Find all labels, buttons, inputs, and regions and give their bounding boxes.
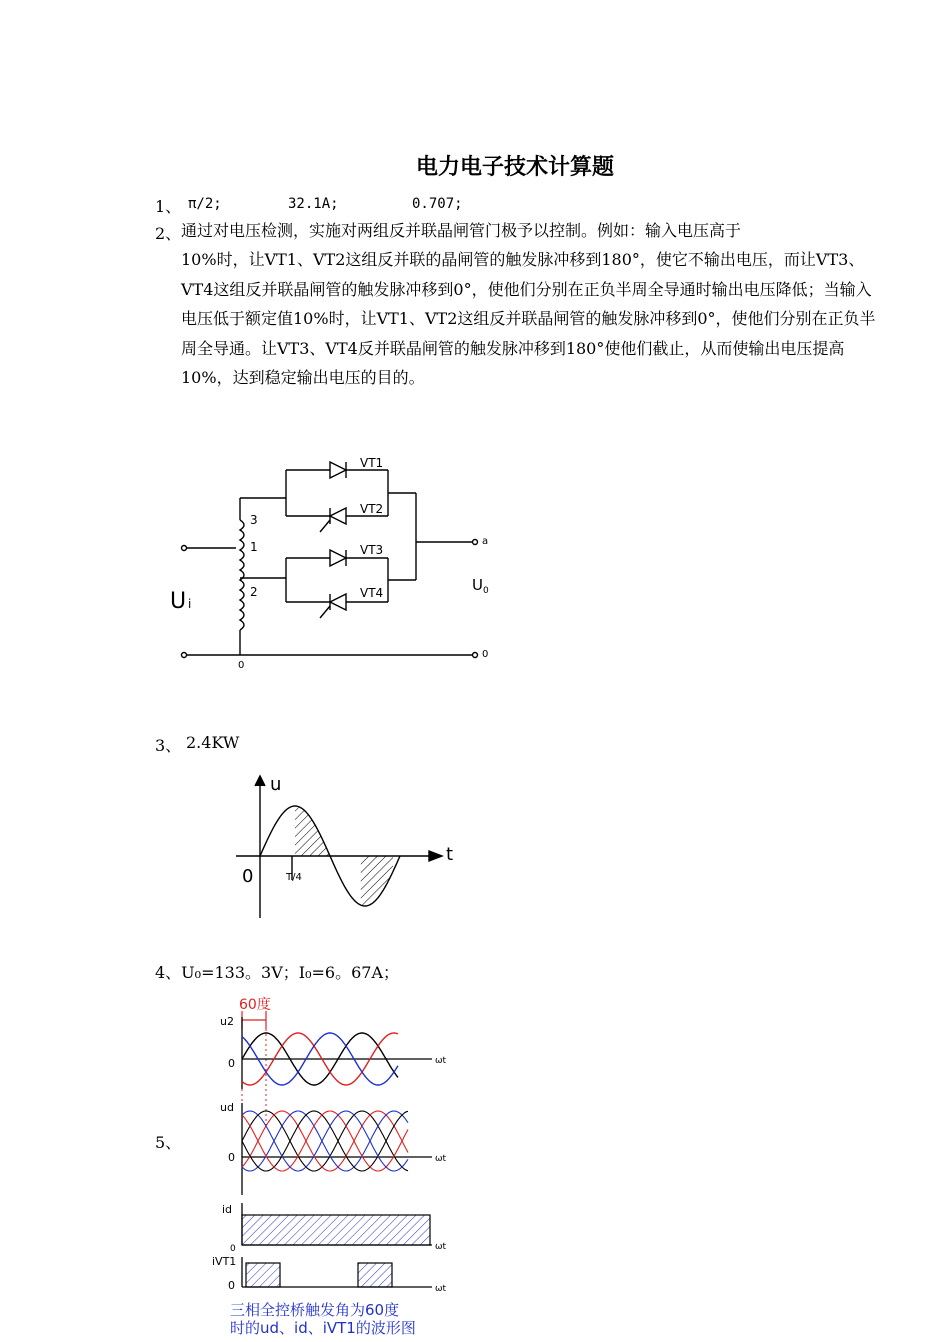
q4-answer: 4、U₀=133。3V；I₀=6。67A； <box>155 963 399 982</box>
page-title: 电力电子技术计算题 <box>415 154 614 180</box>
vt4-label: VT4 <box>360 586 384 600</box>
output-voltage-label: U <box>472 576 483 594</box>
ud-line-voltage-4-wave <box>242 1111 408 1171</box>
q1-answer-a: π/2; <box>188 196 222 212</box>
ud-line-voltage-3-wave <box>242 1111 408 1171</box>
q5-number: 5、 <box>155 1133 182 1152</box>
q2-number: 2、 <box>155 224 182 243</box>
output-voltage-subscript: 0 <box>483 586 489 596</box>
regulator-circuit-diagram <box>170 450 500 680</box>
ivt1-zero-label: 0 <box>228 1279 235 1292</box>
ivt1-label: iVT1 <box>212 1255 237 1268</box>
u2-label: u2 <box>220 1015 234 1028</box>
ud-wt-label: ωt <box>435 1154 447 1164</box>
firing-angle-label: 60度 <box>239 997 271 1013</box>
q2-answer-body: 10%时，让VT1、VT2这组反并联的晶闸管的触发脉冲移到180°，使它不输出电压，而让VT3、VT4这组反并联晶闸管的触发脉冲移到0°，使他们分别在正负半周全导通时输出电压降低；当输入电压低于额定值10%时，让VT1、VT2这组反并联晶闸管的触发脉冲移到0°，使他们分别在正负半周全导通。让VT3、VT4反并联晶闸管的触发脉冲移到180°使他们截止，从而使输出电压提高10%，达到稳定输出电压的目的。 <box>181 250 876 387</box>
figure-caption-line-2: 时的ud、id、iVT1的波形图 <box>230 1319 416 1337</box>
tap-3-label: 3 <box>250 513 258 527</box>
tap-1-label: 1 <box>250 540 258 554</box>
id-zero-label: 0 <box>230 1244 236 1254</box>
q1-number: 1、 <box>155 197 182 216</box>
tap-2-label: 2 <box>250 585 258 599</box>
q2-first-line: 通过对电压检测，实施对两组反并联晶闸管门极予以控制。例如：输入电压高于 <box>181 221 742 240</box>
input-voltage-label: U <box>170 589 187 614</box>
ud-line-voltage-2-wave <box>242 1111 408 1171</box>
q3-answer: 2.4KW <box>186 733 240 752</box>
ud-line-voltage-6-wave <box>242 1111 408 1171</box>
ud-label: ud <box>220 1101 234 1114</box>
vt2-label: VT2 <box>360 502 384 516</box>
t-axis-label: t <box>446 844 454 865</box>
output-bottom-terminal: 0 <box>482 649 489 660</box>
q3-waveform-diagram <box>234 770 464 920</box>
id-label: id <box>222 1203 233 1216</box>
vt3-label: VT3 <box>360 543 384 557</box>
node-0-label: 0 <box>238 660 245 671</box>
u2-wt-label: ωt <box>435 1056 447 1066</box>
figure-caption-line-1: 三相全控桥触发角为60度 <box>230 1301 400 1319</box>
ud-line-voltage-1-wave <box>242 1111 408 1171</box>
q1-answer-b: 32.1A; <box>288 196 339 212</box>
ud-zero-label: 0 <box>228 1151 235 1164</box>
three-phase-bridge-waveforms <box>212 995 465 1337</box>
id-wt-label: ωt <box>435 1242 447 1252</box>
u2-zero-label: 0 <box>228 1057 235 1070</box>
ivt1-wt-label: ωt <box>435 1284 447 1294</box>
input-voltage-subscript: i <box>188 597 192 611</box>
origin-label: 0 <box>242 866 254 887</box>
output-top-terminal: a <box>482 536 489 547</box>
ud-line-voltage-5-wave <box>242 1111 408 1171</box>
vt1-label: VT1 <box>360 456 384 470</box>
q1-answer-c: 0.707; <box>412 196 463 212</box>
q3-number: 3、 <box>155 736 182 755</box>
u-axis-label: u <box>270 774 282 795</box>
quarter-period-label: T/4 <box>286 872 302 883</box>
